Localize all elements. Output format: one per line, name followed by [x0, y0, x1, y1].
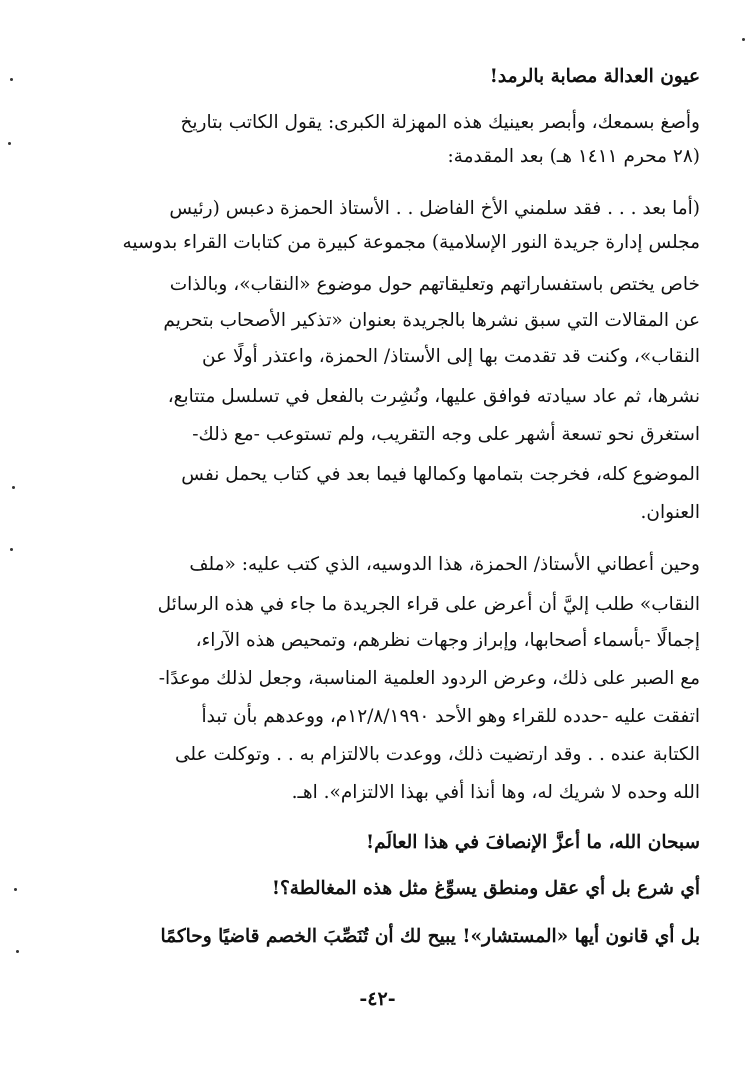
- scan-speck: [16, 950, 19, 953]
- bold-line: بل أي قانون أيها «المستشار»! يبيح لك أن تُنَصِّبَ الخصم قاضيًا وحاكمًا: [160, 926, 700, 947]
- scan-speck: [742, 38, 745, 41]
- paragraph-line: النقاب»، وكنت قد تقدمت بها إلى الأستاذ/ الحمزة، واعتذر أولًا عن: [202, 346, 700, 367]
- section-heading: عيون العدالة مصابة بالرمد!: [489, 66, 700, 87]
- bold-line: سبحان الله، ما أعزَّ الإنصافَ في هذا العالَم!: [365, 832, 700, 853]
- scan-speck: [12, 486, 15, 489]
- paragraph-line: استغرق نحو تسعة أشهر على وجه التقريب، ولم تستوعب -مع ذلك-: [192, 424, 700, 445]
- paragraph-line: وأصغ بسمعك، وأبصر بعينيك هذه المهزلة الكبرى: يقول الكاتب بتاريخ: [180, 112, 700, 133]
- paragraph-line: الله وحده لا شريك له، وها أنذا أفي بهذا الالتزام». اهـ.: [291, 782, 700, 803]
- scan-speck: [8, 142, 11, 145]
- paragraph-line: النقاب» طلب إليَّ أن أعرض على قراء الجريدة ما جاء في هذه الرسائل: [157, 594, 700, 615]
- paragraph-line: وحين أعطاني الأستاذ/ الحمزة، هذا الدوسيه، الذي كتب عليه: «ملف: [189, 554, 700, 575]
- paragraph-line: (أما بعد . . . فقد سلمني الأخ الفاضل . . الأستاذ الحمزة دعبس (رئيس: [169, 198, 700, 219]
- paragraph-line: العنوان.: [640, 502, 700, 523]
- scan-speck: [10, 78, 13, 81]
- scan-speck: [10, 548, 13, 551]
- paragraph-line: خاص يختص باستفساراتهم وتعليقاتهم حول موضوع «النقاب»، وبالذات: [169, 274, 700, 295]
- paragraph-line: اتفقت عليه -حدده للقراء وهو الأحد ١٢/٨/١٩٩٠م، ووعدهم بأن تبدأ: [201, 706, 700, 727]
- paragraph-line: مجلس إدارة جريدة النور الإسلامية) مجموعة كبيرة من كتابات القراء بدوسيه: [122, 232, 700, 253]
- paragraph-line: مع الصبر على ذلك، وعرض الردود العلمية المناسبة، وجعل لذلك موعدًا-: [158, 668, 700, 689]
- paragraph-line: عن المقالات التي سبق نشرها بالجريدة بعنوان «تذكير الأصحاب بتحريم: [163, 310, 700, 331]
- paragraph-line: الموضوع كله، فخرجت بتمامها وكمالها فيما بعد في كتاب يحمل نفس: [181, 464, 700, 485]
- bold-line: أي شرع بل أي عقل ومنطق يسوِّغ مثل هذه المغالطة؟!: [271, 878, 700, 899]
- paragraph-line: (٢٨ محرم ١٤١١ هـ) بعد المقدمة:: [447, 146, 700, 167]
- paragraph-line: نشرها، ثم عاد سيادته فوافق عليها، ونُشِرت بالفعل في تسلسل متتابع،: [167, 386, 700, 407]
- paragraph-line: الكتابة عنده . . وقد ارتضيت ذلك، ووعدت بالالتزام به . . وتوكلت على: [175, 744, 700, 765]
- paragraph-line: إجمالًا -بأسماء أصحابها، وإبراز وجهات نظرهم، وتمحيص هذه الآراء،: [195, 630, 700, 651]
- page-number: -٤٢-: [359, 988, 396, 1010]
- scan-speck: [14, 888, 17, 891]
